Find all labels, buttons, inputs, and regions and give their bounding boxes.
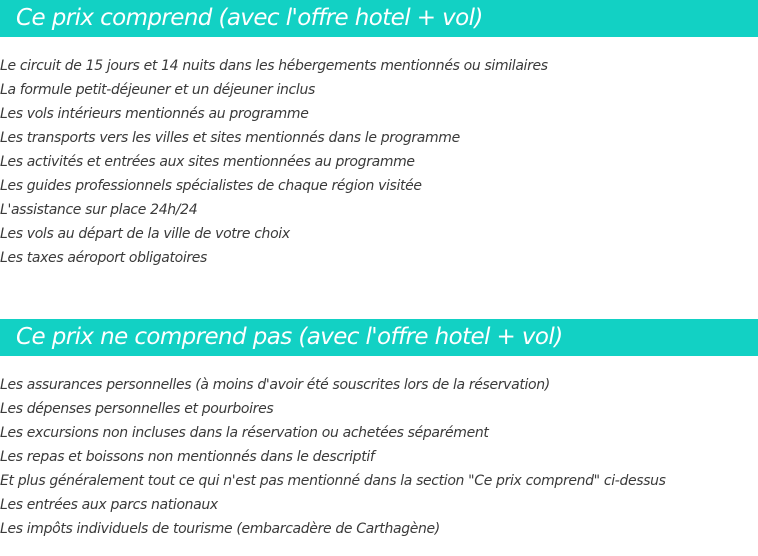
excludes-section-title: Ce prix ne comprend pas (avec l'offre hotel + vol) — [0, 319, 758, 356]
excludes-list-item: Les assurances personnelles (à moins d'avoir été souscrites lors de la réservation) — [0, 377, 550, 393]
includes-list-item: Les vols intérieurs mentionnés au programme — [0, 106, 309, 122]
excludes-list-item: Les repas et boissons non mentionnés dans le descriptif — [0, 449, 375, 465]
includes-list-item: La formule petit-déjeuner et un déjeuner inclus — [0, 82, 315, 98]
includes-list-item: Les guides professionnels spécialistes de chaque région visitée — [0, 178, 422, 194]
includes-list-item: Le circuit de 15 jours et 14 nuits dans les hébergements mentionnés ou similaires — [0, 58, 548, 74]
includes-list-item: Les vols au départ de la ville de votre choix — [0, 226, 290, 242]
includes-list-item: L'assistance sur place 24h/24 — [0, 202, 198, 218]
includes-section-title: Ce prix comprend (avec l'offre hotel + vol) — [0, 0, 758, 37]
includes-list-item: Les taxes aéroport obligatoires — [0, 250, 207, 266]
excludes-list-item: Les dépenses personnelles et pourboires — [0, 401, 274, 417]
includes-list-item: Les activités et entrées aux sites mentionnées au programme — [0, 154, 415, 170]
excludes-list — [0, 373, 666, 541]
excludes-list-item: Les impôts individuels de tourisme (embarcadère de Carthagène) — [0, 521, 440, 537]
includes-list-item: Les transports vers les villes et sites mentionnés dans le programme — [0, 130, 460, 146]
excludes-list-item: Les entrées aux parcs nationaux — [0, 497, 218, 513]
excludes-list-item: Les excursions non incluses dans la réservation ou achetées séparément — [0, 425, 489, 441]
excludes-list-item: Et plus généralement tout ce qui n'est pas mentionné dans la section "Ce prix comprend" ci-dessus — [0, 473, 666, 489]
includes-list — [0, 54, 548, 270]
